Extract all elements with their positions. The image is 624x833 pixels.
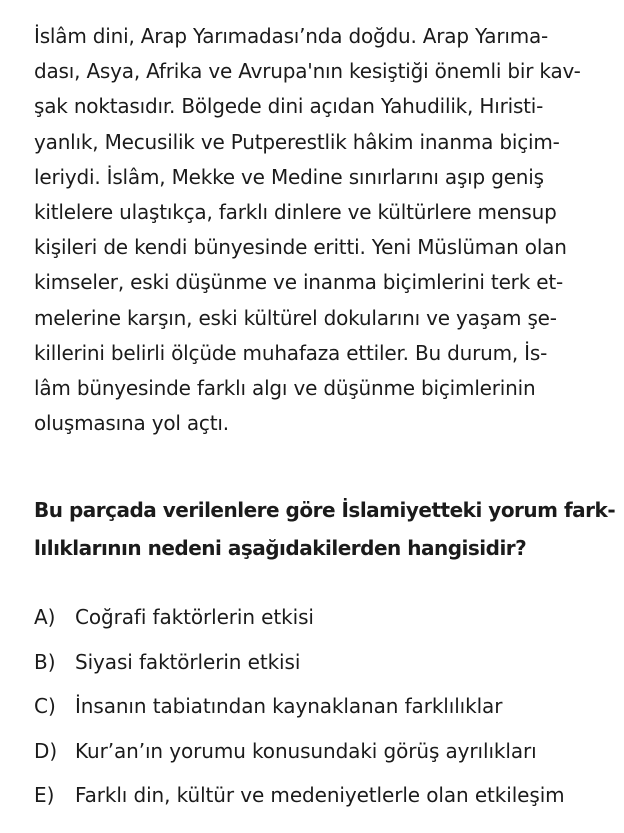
passage-line: dası, Asya, Afrika ve Avrupa'nın kesiştiği önemli bir kav-: [34, 59, 581, 84]
passage-line: yanlık, Mecusilik ve Putperestlik hâkim inanma biçim-: [34, 129, 560, 154]
option-letter: B): [34, 649, 56, 674]
option-a[interactable]: [34, 598, 614, 643]
answer-options: [34, 598, 614, 821]
passage-line: kimseler, eski düşünme ve inanma biçimlerini terk et-: [34, 270, 563, 295]
passage-line: killerini belirli ölçüde muhafaza ettiler. Bu durum, İs-: [34, 340, 548, 365]
option-b[interactable]: [34, 643, 614, 688]
option-text: Siyasi faktörlerin etkisi: [75, 649, 301, 674]
option-letter: D): [34, 738, 58, 763]
question-line: Bu parçada verilenlere göre İslamiyetteki yorum fark-: [34, 498, 616, 522]
option-text: Kur’an’ın yorumu konusundaki görüş ayrılıkları: [75, 738, 537, 763]
passage-line: leriydi. İslâm, Mekke ve Medine sınırlarını aşıp geniş: [34, 164, 544, 189]
passage-line: oluşmasına yol açtı.: [34, 411, 229, 436]
option-d[interactable]: [34, 732, 614, 777]
option-text: Farklı din, kültür ve medeniyetlerle olan etkileşim: [75, 783, 565, 807]
option-letter: A): [34, 605, 56, 629]
passage-line: kişileri de kendi bünyesinde eritti. Yeni Müslüman olan: [34, 235, 567, 260]
passage-line: lâm bünyesinde farklı algı ve düşünme biçimlerinin: [34, 376, 536, 401]
passage-line: İslâm dini, Arap Yarımadası’nda doğdu. Arap Yarıma-: [34, 24, 549, 48]
option-e[interactable]: [34, 776, 614, 821]
question-line: lılıklarının nedeni aşağıdakilerden hangisidir?: [34, 536, 527, 560]
option-letter: C): [34, 694, 56, 718]
passage-line: şak noktasıdır. Bölgede dini açıdan Yahudilik, Hıristi-: [34, 94, 544, 119]
passage-line: kitlelere ulaştıkça, farklı dinlere ve kültürlere mensup: [34, 200, 557, 225]
option-letter: E): [34, 783, 55, 807]
question-stem: [34, 491, 616, 567]
passage-text: [34, 19, 594, 441]
option-c[interactable]: [34, 687, 614, 732]
passage-line: melerine karşın, eski kültürel dokularını ve yaşam şe-: [34, 305, 557, 330]
option-text: İnsanın tabiatından kaynaklanan farklılıklar: [75, 694, 503, 718]
option-text: Coğrafi faktörlerin etkisi: [75, 605, 314, 629]
